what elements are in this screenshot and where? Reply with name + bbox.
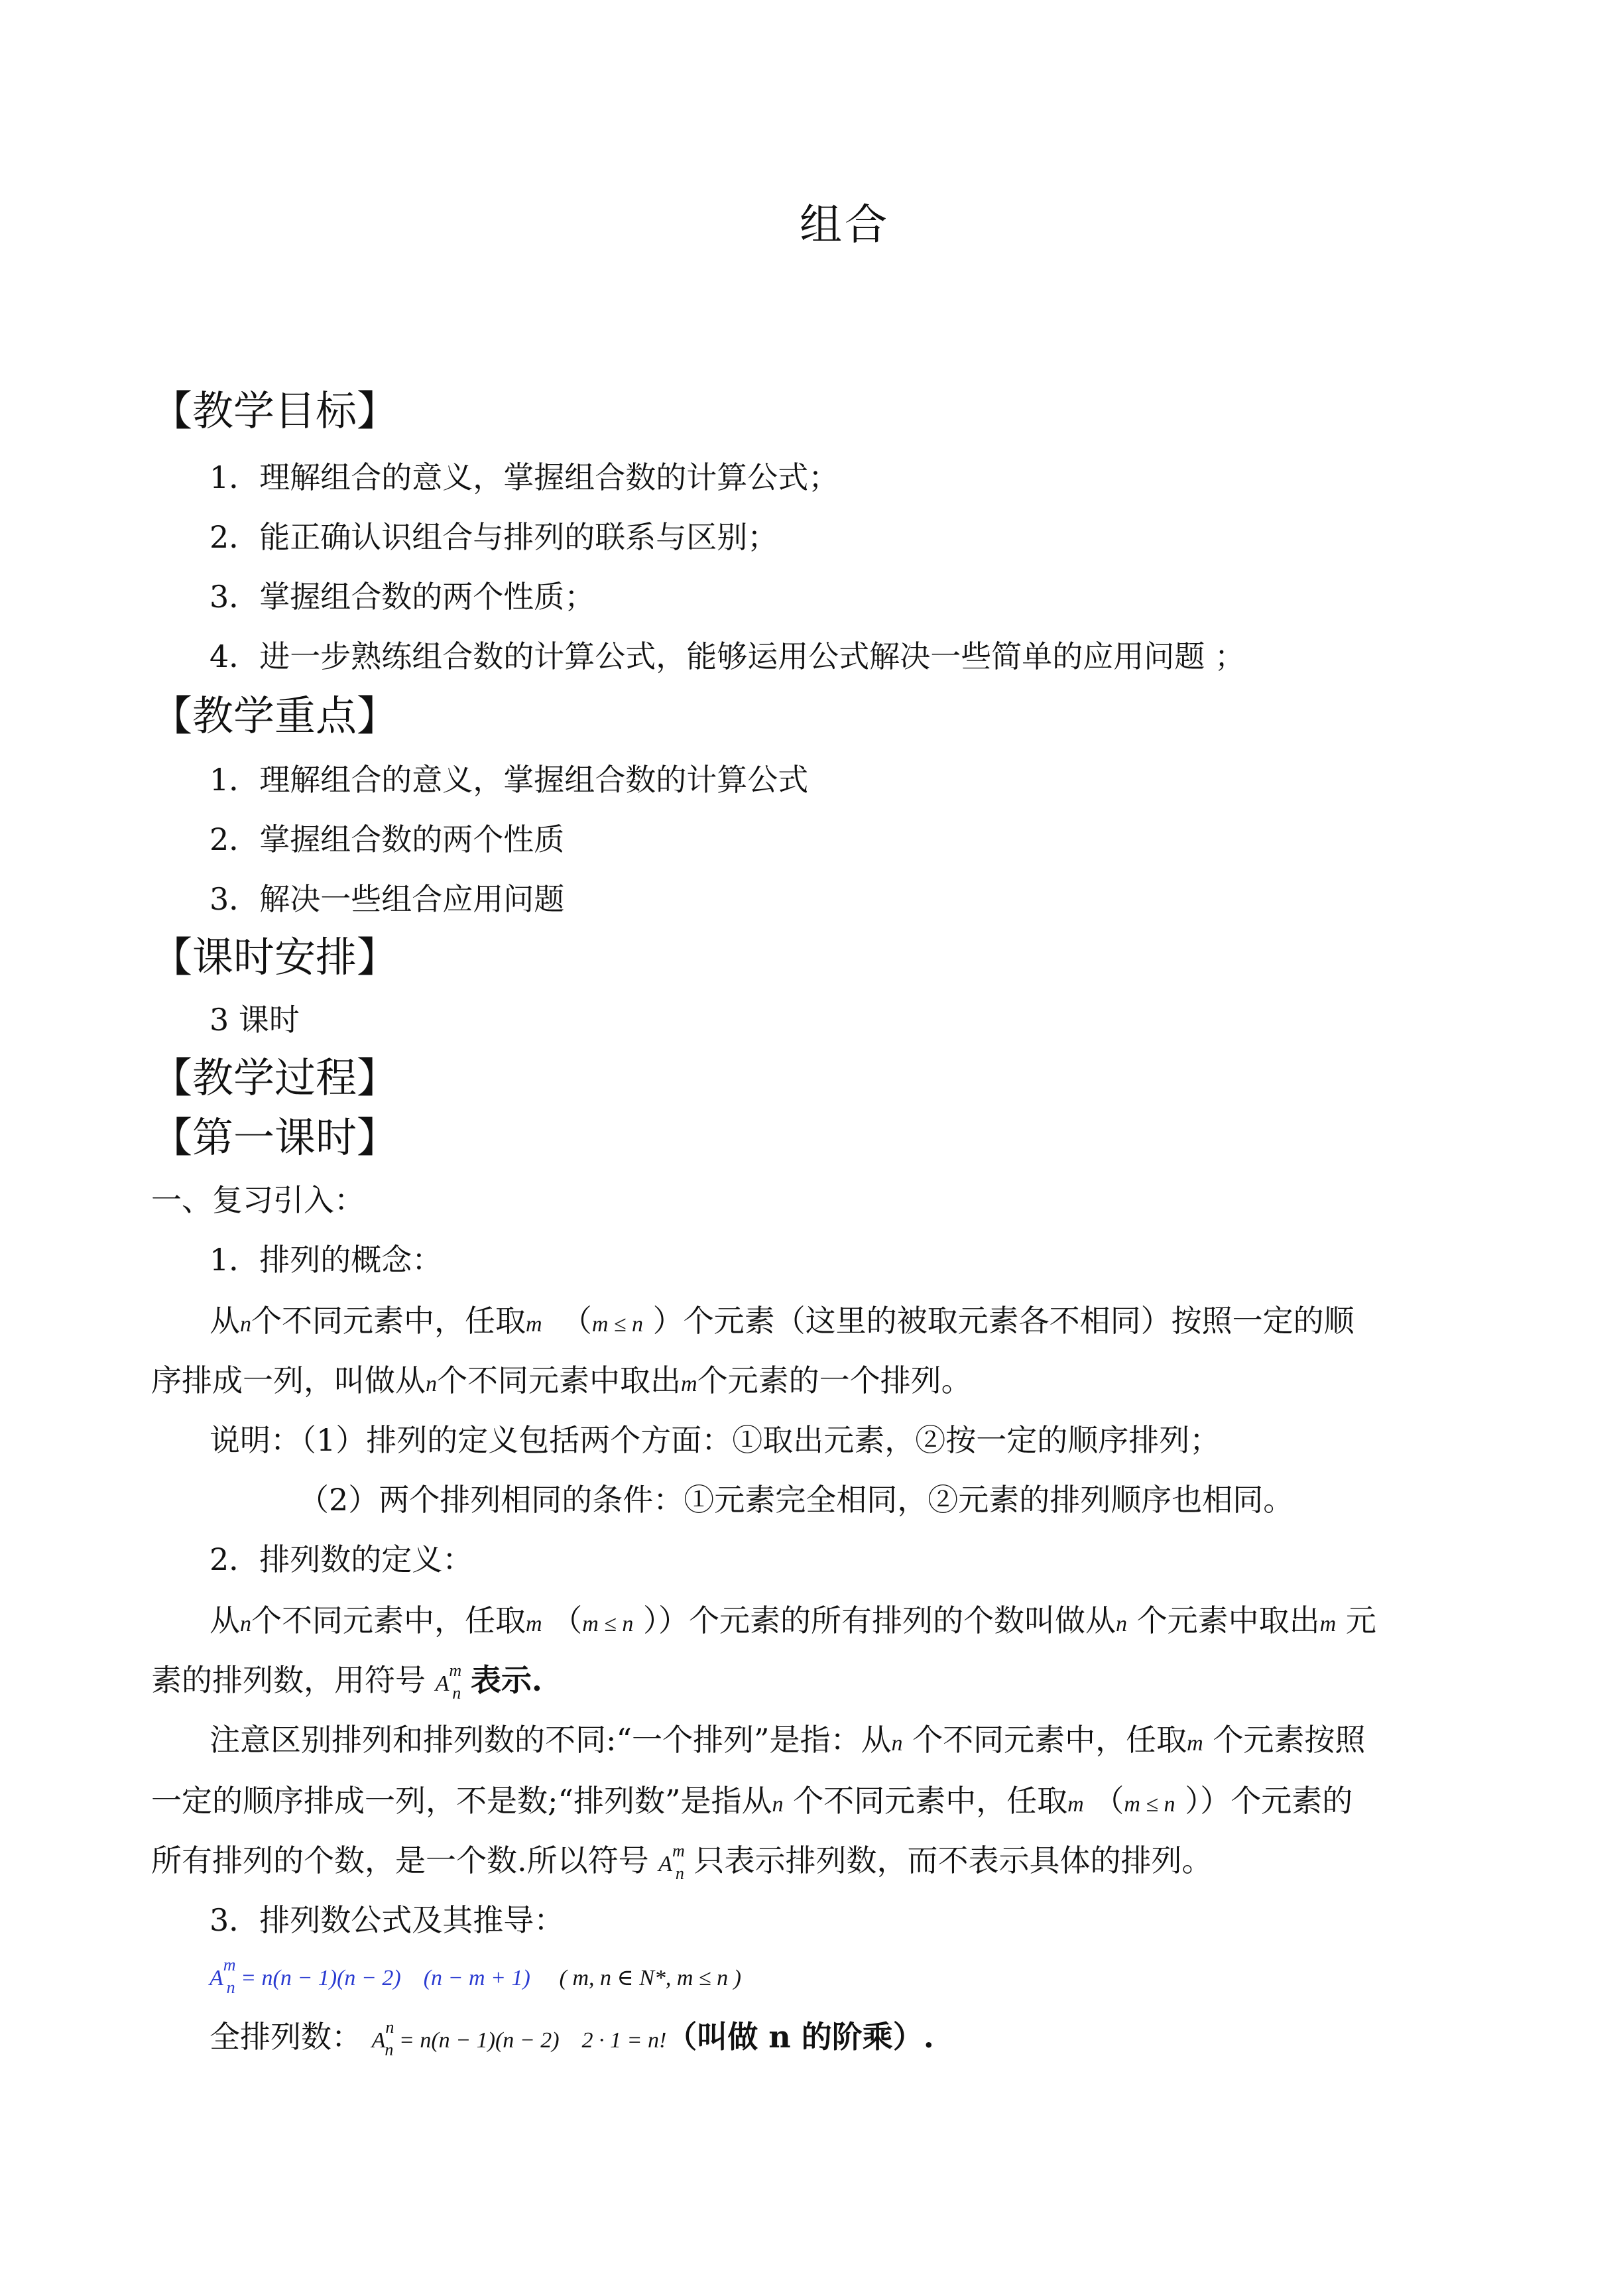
note-line: 说明：（1）排列的定义包括两个方面：①取出元素，②按一定的顺序排列； <box>210 1422 1221 1458</box>
paragraph-line: 从n个不同元素中，任取m （m ≤ n ）个元素（这里的被取元素各不相同）按照一定的顺 <box>210 1303 1354 1339</box>
paragraph-line: 素的排列数，用符号 $A^m_n$ 表示. <box>151 1661 542 1703</box>
formula-condition: ( m, n ∈ N*, m ≤ n ) <box>559 1966 741 1990</box>
formula-line <box>210 1955 741 2000</box>
symbol-A-n-m: $A^m_n$ <box>658 1841 685 1883</box>
heading-objectives: 【教学目标】 <box>151 387 398 435</box>
section-title: 3．排列数公式及其推导： <box>210 1902 565 1938</box>
key-point-item: 2．掌握组合数的两个性质 <box>210 821 565 857</box>
heading-first-lesson: 【第一课时】 <box>151 1113 398 1162</box>
paragraph-line: 所有排列的个数，是一个数.所以符号 $A^m_n$ 只表示排列数，而不表示具体的排列。 <box>151 1841 1213 1883</box>
paragraph-line: 一定的顺序排成一列，不是数;“排列数”是指从n 个不同元素中，任取m （m ≤ n ））个元素的 <box>151 1783 1353 1819</box>
paragraph-line: 从n个不同元素中，任取m （m ≤ n ））个元素的所有排列的个数叫做从n 个元素中取出m 元 <box>210 1602 1376 1638</box>
formula-line: 全排列数： $A^n_n = n(n - 1)(n - 2)$ 2 · 1 = n!（叫做 n 的阶乘）. <box>210 2018 934 2059</box>
formula-permutation: $A^m_n = n(n - 1)(n - 2)$ (n − m + 1) <box>210 1955 530 1997</box>
key-point-item: 3．解决一些组合应用问题 <box>210 881 565 917</box>
heading-schedule: 【课时安排】 <box>151 933 398 981</box>
section-title: 1．排列的概念： <box>210 1242 443 1278</box>
paragraph-line: 注意区别排列和排列数的不同:“一个排列”是指：从n 个不同元素中，任取m 个元素按照 <box>210 1722 1366 1758</box>
objective-item: 2．能正确认识组合与排列的联系与区别； <box>210 519 778 555</box>
review-title: 一、复习引入： <box>151 1182 365 1218</box>
formula-full-permutation: $A^n_n = n(n - 1)(n - 2)$ 2 · 1 = n! <box>371 2018 667 2059</box>
objective-item: 1．理解组合的意义，掌握组合数的计算公式； <box>210 459 839 495</box>
symbol-A-n-m: $A^m_n$ <box>435 1661 462 1703</box>
paragraph-line: 序排成一列，叫做从n个不同元素中取出m个元素的一个排列。 <box>151 1362 972 1398</box>
objective-item: 4．进一步熟练组合数的计算公式，能够运用公式解决一些简单的应用问题 ； <box>210 638 1245 674</box>
section-title: 2．排列数的定义： <box>210 1541 473 1577</box>
objective-item: 3．掌握组合数的两个性质； <box>210 579 595 615</box>
page-title: 组合 <box>800 201 890 250</box>
schedule-text: 3 课时 <box>210 1002 300 1038</box>
note-line: （2）两个排列相同的条件：①元素完全相同，②元素的排列顺序也相同。 <box>298 1482 1294 1518</box>
heading-process: 【教学过程】 <box>151 1054 398 1102</box>
key-point-item: 1．理解组合的意义，掌握组合数的计算公式 <box>210 762 809 798</box>
heading-key-points: 【教学重点】 <box>151 692 398 740</box>
